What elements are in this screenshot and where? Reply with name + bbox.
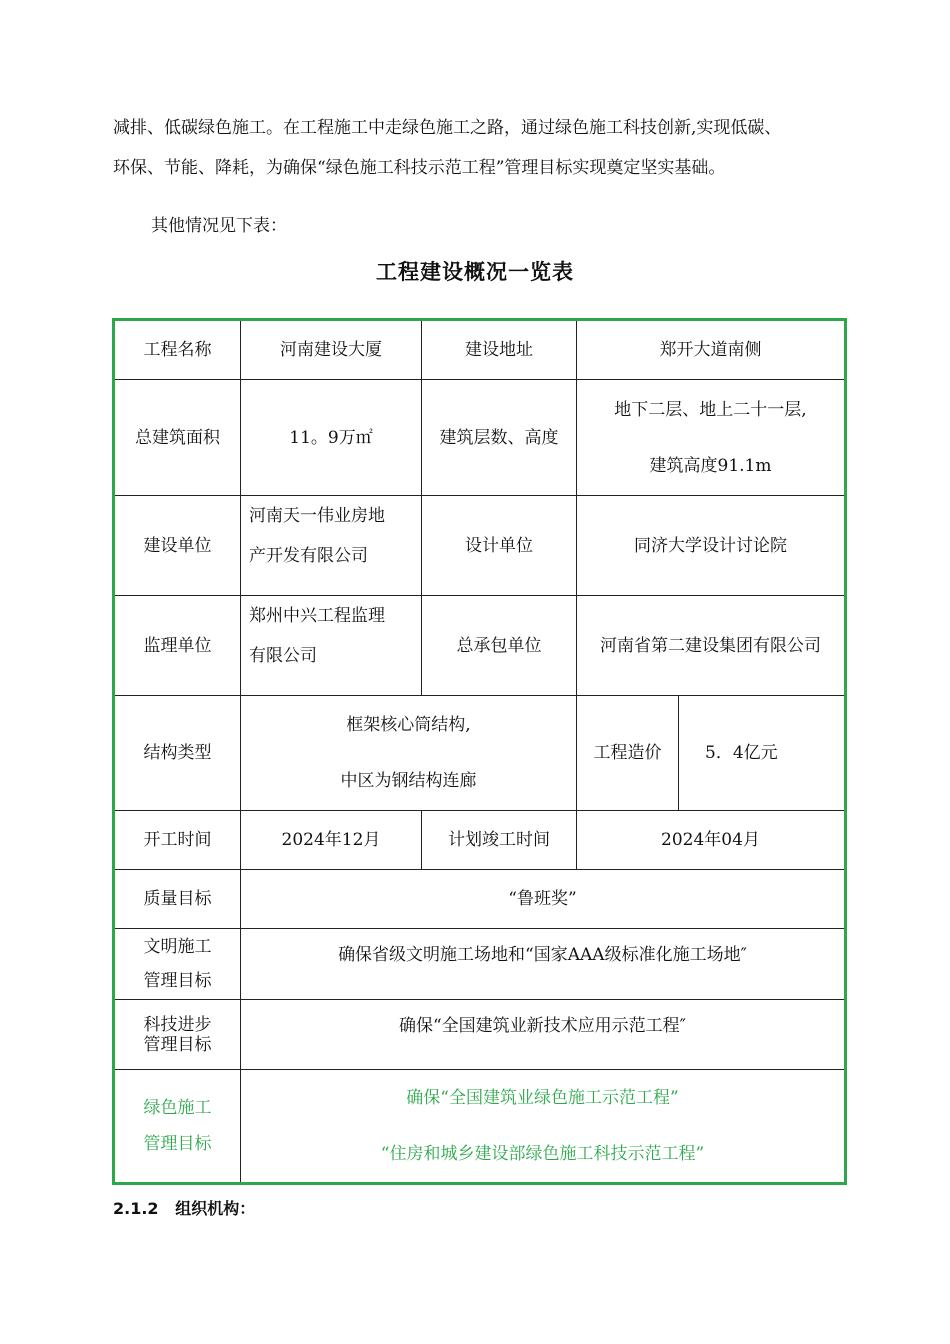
tech-label: 科技进步 管理目标 [115, 1000, 241, 1070]
contractor-value: 河南省第二建设集团有限公司 [577, 596, 844, 696]
supervisor-value: 郑州中兴工程监理 有限公司 [241, 596, 422, 696]
owner-value: 河南天一伟业房地 产开发有限公司 [241, 496, 422, 596]
cost-value: 5．4亿元 [679, 696, 844, 811]
quality-value: “鲁班奖” [241, 870, 844, 929]
area-label: 总建筑面积 [115, 380, 241, 496]
project-name-value: 河南建设大厦 [241, 321, 422, 380]
start-value: 2024年12月 [241, 811, 422, 870]
green-label: 绿色施工 管理目标 [115, 1070, 241, 1182]
contractor-label: 总承包单位 [422, 596, 577, 696]
designer-value: 同济大学设计讨论院 [577, 496, 844, 596]
address-value: 郑开大道南侧 [577, 321, 844, 380]
civil-value: 确保省级文明施工场地和“国家AAA级标准化施工场地″ [241, 929, 844, 1000]
green-value: 确保“全国建筑业绿色施工示范工程” “住房和城乡建设部绿色施工科技示范工程” [380, 1088, 705, 1164]
designer-label: 设计单位 [422, 496, 577, 596]
project-name-label: 工程名称 [115, 321, 241, 380]
floors-value: 地下二层、地上二十一层, 建筑高度91.1m [577, 380, 844, 496]
cost-label: 工程造价 [577, 696, 679, 811]
table-title: 工程建设概况一览表 [376, 260, 574, 284]
tech-value: 确保“全国建筑业新技术应用示范工程″ [241, 1000, 844, 1070]
supervisor-label: 监理单位 [115, 596, 241, 696]
structure-label: 结构类型 [115, 696, 241, 811]
paragraph-line-1: 减排、低碳绿色施工。在工程施工中走绿色施工之路，通过绿色施工科技创新,实现低碳、 [113, 118, 782, 138]
project-overview-table [112, 318, 847, 1185]
floors-label: 建筑层数、高度 [422, 380, 577, 496]
area-value: 11。9万㎡ [241, 380, 422, 496]
paragraph-line-3: 其他情况见下表： [151, 216, 287, 236]
owner-label: 建设单位 [115, 496, 241, 596]
paragraph-line-2: 环保、节能、降耗，为确保“绿色施工科技示范工程”管理目标实现奠定坚实基础。 [113, 158, 726, 178]
start-label: 开工时间 [115, 811, 241, 870]
finish-value: 2024年04月 [577, 811, 844, 870]
structure-value: 框架核心筒结构, 中区为钢结构连廊 [241, 696, 577, 811]
civil-label: 文明施工 管理目标 [115, 929, 241, 1000]
address-label: 建设地址 [422, 321, 577, 380]
section-heading: 2.1.2 组织机构： [113, 1199, 256, 1218]
finish-label: 计划竣工时间 [422, 811, 577, 870]
quality-label: 质量目标 [115, 870, 241, 929]
